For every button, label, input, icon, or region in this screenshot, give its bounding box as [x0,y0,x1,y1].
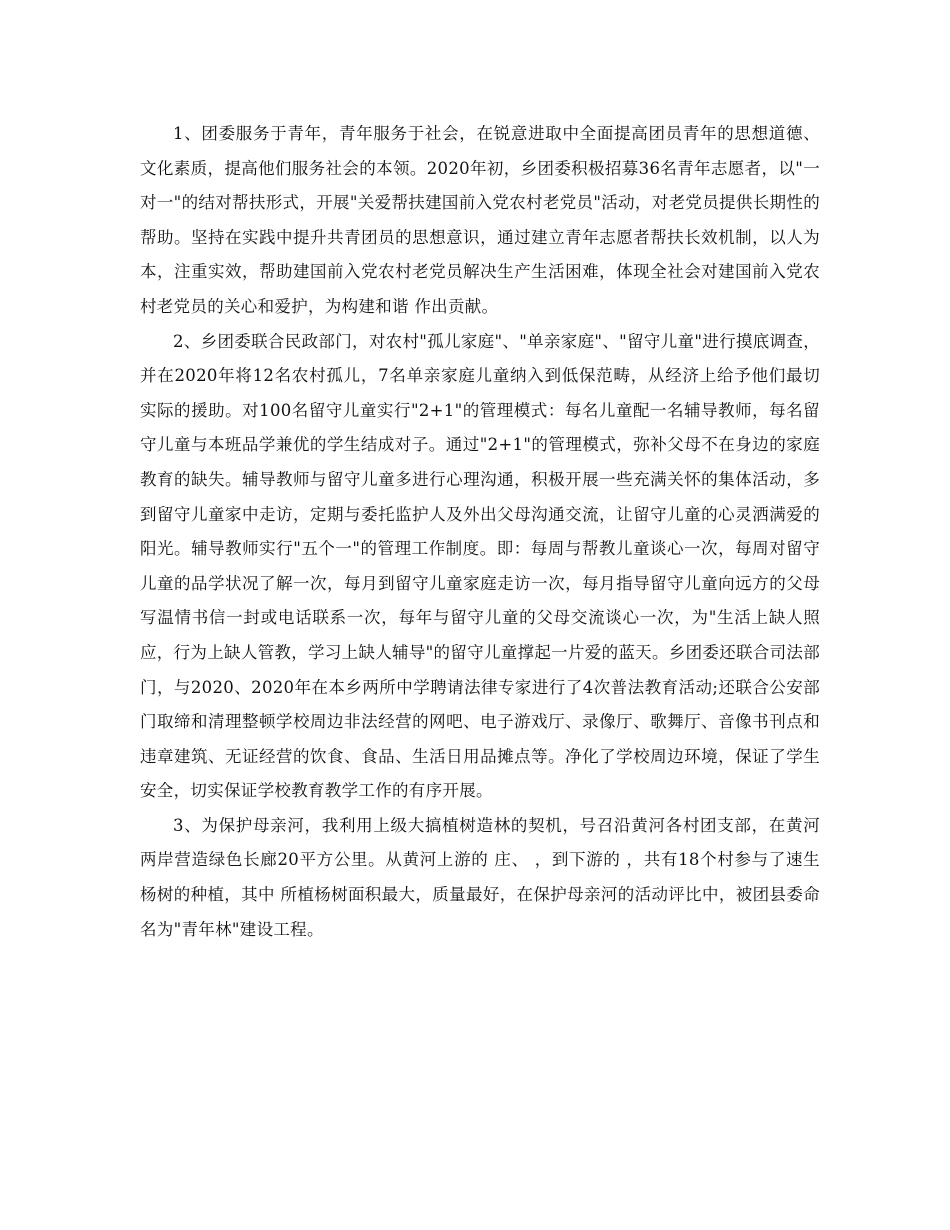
paragraph-1: 1、团委服务于青年，青年服务于社会，在锐意进取中全面提高团员青年的思想道德、文化素质，提高他们服务社会的本领。2020年初，乡团委积极招募36名青年志愿者，以"一对一"的结对帮扶形式，开展"关爱帮扶建国前入党农村老党员"活动，对老党员提供长期性的帮助。坚持在实践中提升共青团员的思想意识，通过建立青年志愿者帮扶长效机制，以人为本，注重实效，帮助建国前入党农村老党员解决生产生活困难，体现全社会对建国前入党农村老党员的关心和爱护，为构建和谐 作出贡献。 [140,124,820,316]
paragraph-2: 2、乡团委联合民政部门，对农村"孤儿家庭"、"单亲家庭"、"留守儿童"进行摸底调查，并在2020年将12名农村孤儿，7名单亲家庭儿童纳入到低保范畴，从经济上给予他们最切实际的援助。对100名留守儿童实行"2+1"的管理模式：每名儿童配一名辅导教师，每名留守儿童与本班品学兼优的学生结成对子。通过"2+1"的管理模式，弥补父母不在身边的家庭教育的缺失。辅导教师与留守儿童多进行心理沟通，积极开展一些充满关怀的集体活动，多到留守儿童家中走访，定期与委托监护人及外出父母沟通交流，让留守儿童的心灵洒满爱的阳光。辅导教师实行"五个一"的管理工作制度。即：每周与帮教儿童谈心一次，每周对留守儿童的品学状况了解一次，每月到留守儿童家庭走访一次，每月指导留守儿童向远方的父母写温情书信一封或电话联系一次，每年与留守儿童的父母交流谈心一次，为"生活上缺人照应，行为上缺人管教，学习上缺人辅导"的留守儿童撑起一片爱的蓝天。乡团委还联合司法部门，与2020、2020年在本乡两所中学聘请法律专家进行了4次普法教育活动;还联合公安部门取缔和清理整顿学校周边非法经营的网吧、电子游戏厅、录像厅、歌舞厅、音像书刊点和违章建筑、无证经营的饮食、食品、生活日用品摊点等。净化了学校周边环境，保证了学生安全，切实保证学校教育教学工作的有序开展。 [140,331,820,801]
paragraph-3: 3、为保护母亲河，我利用上级大搞植树造林的契机，号召沿黄河各村团支部，在黄河两岸营造绿色长廊20平方公里。从黄河上游的 庄、 ，到下游的 ，共有18个村参与了速生杨树的种植，其中 所植杨树面积最大，质量最好，在保护母亲河的活动评比中，被团县委命名为"青年林"建设工程。 [140,815,820,939]
document-body [140,117,820,947]
